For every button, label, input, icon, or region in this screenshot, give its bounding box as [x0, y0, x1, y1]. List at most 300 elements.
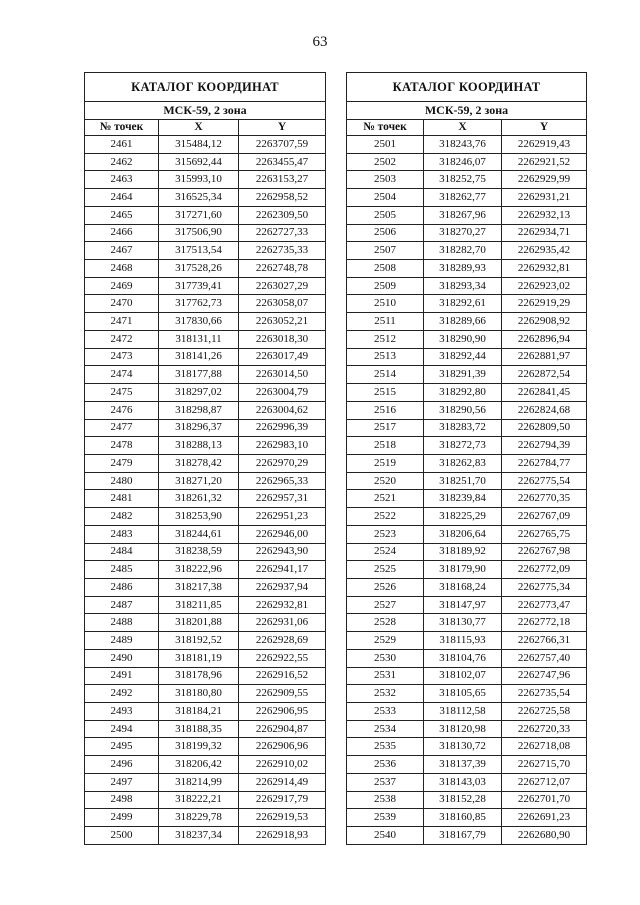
table-row	[347, 313, 587, 331]
table-row	[347, 260, 587, 278]
point-number-cell: 2531	[347, 667, 424, 685]
y-coordinate-cell: 2262775,54	[502, 472, 587, 490]
table-row	[347, 401, 587, 419]
y-coordinate-cell: 2263707,59	[239, 136, 326, 154]
point-number-cell: 2498	[85, 791, 159, 809]
table-row	[85, 224, 326, 242]
y-coordinate-cell: 2262757,40	[502, 649, 587, 667]
x-coordinate-cell: 318243,76	[424, 136, 502, 154]
point-number-cell: 2527	[347, 596, 424, 614]
x-coordinate-cell: 318181,19	[159, 649, 239, 667]
point-number-cell: 2483	[85, 525, 159, 543]
point-number-cell: 2524	[347, 543, 424, 561]
x-coordinate-cell: 318297,02	[159, 384, 239, 402]
x-coordinate-cell: 318105,65	[424, 685, 502, 703]
point-number-cell: 2499	[85, 809, 159, 827]
table-row	[85, 738, 326, 756]
point-number-cell: 2538	[347, 791, 424, 809]
table-row	[85, 809, 326, 827]
table-row	[347, 348, 587, 366]
point-number-cell: 2471	[85, 313, 159, 331]
x-coordinate-cell: 318168,24	[424, 578, 502, 596]
table-row	[85, 277, 326, 295]
y-coordinate-cell: 2262748,78	[239, 260, 326, 278]
y-coordinate-cell: 2262680,90	[502, 827, 587, 845]
point-number-cell: 2536	[347, 756, 424, 774]
x-coordinate-cell: 317762,73	[159, 295, 239, 313]
x-coordinate-cell: 318201,88	[159, 614, 239, 632]
table-row	[85, 508, 326, 526]
x-coordinate-cell: 318147,97	[424, 596, 502, 614]
y-coordinate-cell: 2262765,75	[502, 525, 587, 543]
table-body	[85, 136, 326, 845]
point-number-cell: 2516	[347, 401, 424, 419]
x-coordinate-cell: 318262,77	[424, 189, 502, 207]
table-row	[85, 791, 326, 809]
point-number-cell: 2534	[347, 720, 424, 738]
y-coordinate-cell: 2263153,27	[239, 171, 326, 189]
y-coordinate-cell: 2262896,94	[502, 330, 587, 348]
table-row	[85, 667, 326, 685]
x-coordinate-cell: 318160,85	[424, 809, 502, 827]
column-header-y: Y	[502, 120, 587, 136]
table-row	[347, 827, 587, 845]
y-coordinate-cell: 2262928,69	[239, 632, 326, 650]
x-coordinate-cell: 318271,20	[159, 472, 239, 490]
x-coordinate-cell: 317830,66	[159, 313, 239, 331]
table-row	[85, 348, 326, 366]
table-row	[347, 667, 587, 685]
point-number-cell: 2500	[85, 827, 159, 845]
point-number-cell: 2487	[85, 596, 159, 614]
table-row	[347, 720, 587, 738]
table-row	[85, 649, 326, 667]
y-coordinate-cell: 2262946,00	[239, 525, 326, 543]
y-coordinate-cell: 2262767,98	[502, 543, 587, 561]
y-coordinate-cell: 2262770,35	[502, 490, 587, 508]
y-coordinate-cell: 2262919,43	[502, 136, 587, 154]
point-number-cell: 2467	[85, 242, 159, 260]
x-coordinate-cell: 318180,80	[159, 685, 239, 703]
y-coordinate-cell: 2262932,81	[502, 260, 587, 278]
y-coordinate-cell: 2263014,50	[239, 366, 326, 384]
y-coordinate-cell: 2262712,07	[502, 773, 587, 791]
point-number-cell: 2493	[85, 703, 159, 721]
y-coordinate-cell: 2262809,50	[502, 419, 587, 437]
point-number-cell: 2466	[85, 224, 159, 242]
table-row	[85, 313, 326, 331]
table-row	[347, 738, 587, 756]
y-coordinate-cell: 2263058,07	[239, 295, 326, 313]
point-number-cell: 2520	[347, 472, 424, 490]
table-row	[85, 260, 326, 278]
table-row	[347, 490, 587, 508]
point-number-cell: 2515	[347, 384, 424, 402]
coordinate-catalog-table-left	[84, 72, 326, 845]
y-coordinate-cell: 2262909,55	[239, 685, 326, 703]
table-row	[347, 295, 587, 313]
x-coordinate-cell: 316525,34	[159, 189, 239, 207]
x-coordinate-cell: 317528,26	[159, 260, 239, 278]
y-coordinate-cell: 2262735,54	[502, 685, 587, 703]
y-coordinate-cell: 2263027,29	[239, 277, 326, 295]
y-coordinate-cell: 2262929,99	[502, 171, 587, 189]
y-coordinate-cell: 2262904,87	[239, 720, 326, 738]
x-coordinate-cell: 318289,66	[424, 313, 502, 331]
y-coordinate-cell: 2262906,95	[239, 703, 326, 721]
x-coordinate-cell: 318246,07	[424, 153, 502, 171]
table-row	[85, 242, 326, 260]
table-row	[347, 543, 587, 561]
y-coordinate-cell: 2263004,79	[239, 384, 326, 402]
table-row	[85, 171, 326, 189]
y-coordinate-cell: 2262932,13	[502, 206, 587, 224]
table-row	[85, 720, 326, 738]
point-number-cell: 2491	[85, 667, 159, 685]
x-coordinate-cell: 318291,39	[424, 366, 502, 384]
coordinate-catalog-table-right	[346, 72, 587, 845]
point-number-cell: 2529	[347, 632, 424, 650]
point-number-cell: 2501	[347, 136, 424, 154]
column-header-point-number: № точек	[85, 120, 159, 136]
x-coordinate-cell: 318262,83	[424, 454, 502, 472]
coordinate-system-label: МСК-59, 2 зона	[85, 102, 326, 120]
y-coordinate-cell: 2262906,96	[239, 738, 326, 756]
x-coordinate-cell: 318261,32	[159, 490, 239, 508]
y-coordinate-cell: 2262943,90	[239, 543, 326, 561]
x-coordinate-cell: 318288,13	[159, 437, 239, 455]
table-row	[85, 703, 326, 721]
x-coordinate-cell: 318179,90	[424, 561, 502, 579]
x-coordinate-cell: 318130,72	[424, 738, 502, 756]
point-number-cell: 2504	[347, 189, 424, 207]
point-number-cell: 2521	[347, 490, 424, 508]
y-coordinate-cell: 2262919,29	[502, 295, 587, 313]
point-number-cell: 2518	[347, 437, 424, 455]
y-coordinate-cell: 2262918,93	[239, 827, 326, 845]
y-coordinate-cell: 2262784,77	[502, 454, 587, 472]
x-coordinate-cell: 318143,03	[424, 773, 502, 791]
y-coordinate-cell: 2262917,79	[239, 791, 326, 809]
table-row	[347, 773, 587, 791]
table-row	[85, 614, 326, 632]
point-number-cell: 2481	[85, 490, 159, 508]
table-row	[347, 136, 587, 154]
point-number-cell: 2476	[85, 401, 159, 419]
point-number-cell: 2510	[347, 295, 424, 313]
y-coordinate-cell: 2262937,94	[239, 578, 326, 596]
point-number-cell: 2508	[347, 260, 424, 278]
point-number-cell: 2537	[347, 773, 424, 791]
x-coordinate-cell: 318199,32	[159, 738, 239, 756]
table-row	[85, 419, 326, 437]
y-coordinate-cell: 2262691,23	[502, 809, 587, 827]
catalog-title: КАТАЛОГ КООРДИНАТ	[85, 73, 326, 102]
x-coordinate-cell: 318214,99	[159, 773, 239, 791]
y-coordinate-cell: 2262996,39	[239, 419, 326, 437]
point-number-cell: 2477	[85, 419, 159, 437]
y-coordinate-cell: 2262715,70	[502, 756, 587, 774]
point-number-cell: 2507	[347, 242, 424, 260]
x-coordinate-cell: 318244,61	[159, 525, 239, 543]
table-row	[347, 153, 587, 171]
y-coordinate-cell: 2262773,47	[502, 596, 587, 614]
table-row	[347, 578, 587, 596]
table-row	[85, 189, 326, 207]
y-coordinate-cell: 2263018,30	[239, 330, 326, 348]
y-coordinate-cell: 2262957,31	[239, 490, 326, 508]
column-header-y: Y	[239, 120, 326, 136]
y-coordinate-cell: 2262727,33	[239, 224, 326, 242]
x-coordinate-cell: 318293,34	[424, 277, 502, 295]
table-row	[85, 330, 326, 348]
x-coordinate-cell: 318278,42	[159, 454, 239, 472]
table-row	[347, 171, 587, 189]
table-row	[347, 206, 587, 224]
x-coordinate-cell: 318206,64	[424, 525, 502, 543]
table-row	[347, 525, 587, 543]
x-coordinate-cell: 318188,35	[159, 720, 239, 738]
x-coordinate-cell: 318222,21	[159, 791, 239, 809]
x-coordinate-cell: 315692,44	[159, 153, 239, 171]
table-row	[347, 419, 587, 437]
y-coordinate-cell: 2262908,92	[502, 313, 587, 331]
table-row	[347, 366, 587, 384]
y-coordinate-cell: 2262921,52	[502, 153, 587, 171]
point-number-cell: 2475	[85, 384, 159, 402]
table-row	[85, 153, 326, 171]
x-coordinate-cell: 317506,90	[159, 224, 239, 242]
x-coordinate-cell: 318178,96	[159, 667, 239, 685]
y-coordinate-cell: 2262735,33	[239, 242, 326, 260]
y-coordinate-cell: 2263455,47	[239, 153, 326, 171]
table-row	[85, 632, 326, 650]
point-number-cell: 2513	[347, 348, 424, 366]
table-row	[85, 384, 326, 402]
y-coordinate-cell: 2262958,52	[239, 189, 326, 207]
x-coordinate-cell: 318131,11	[159, 330, 239, 348]
table-row	[85, 366, 326, 384]
x-coordinate-cell: 318298,87	[159, 401, 239, 419]
x-coordinate-cell: 318112,58	[424, 703, 502, 721]
y-coordinate-cell: 2262916,52	[239, 667, 326, 685]
x-coordinate-cell: 318130,77	[424, 614, 502, 632]
point-number-cell: 2489	[85, 632, 159, 650]
point-number-cell: 2495	[85, 738, 159, 756]
x-coordinate-cell: 318253,90	[159, 508, 239, 526]
y-coordinate-cell: 2262951,23	[239, 508, 326, 526]
point-number-cell: 2526	[347, 578, 424, 596]
point-number-cell: 2525	[347, 561, 424, 579]
x-coordinate-cell: 318292,80	[424, 384, 502, 402]
y-coordinate-cell: 2262872,54	[502, 366, 587, 384]
table-row	[85, 472, 326, 490]
table-row	[85, 401, 326, 419]
point-number-cell: 2532	[347, 685, 424, 703]
x-coordinate-cell: 318104,76	[424, 649, 502, 667]
point-number-cell: 2505	[347, 206, 424, 224]
point-number-cell: 2519	[347, 454, 424, 472]
table-row	[85, 685, 326, 703]
table-row	[347, 224, 587, 242]
x-coordinate-cell: 318282,70	[424, 242, 502, 260]
x-coordinate-cell: 318115,93	[424, 632, 502, 650]
x-coordinate-cell: 318152,28	[424, 791, 502, 809]
point-number-cell: 2468	[85, 260, 159, 278]
y-coordinate-cell: 2263052,21	[239, 313, 326, 331]
point-number-cell: 2479	[85, 454, 159, 472]
x-coordinate-cell: 318283,72	[424, 419, 502, 437]
x-coordinate-cell: 318289,93	[424, 260, 502, 278]
point-number-cell: 2472	[85, 330, 159, 348]
x-coordinate-cell: 318137,39	[424, 756, 502, 774]
y-coordinate-cell: 2262824,68	[502, 401, 587, 419]
point-number-cell: 2464	[85, 189, 159, 207]
y-coordinate-cell: 2262775,34	[502, 578, 587, 596]
table-row	[85, 561, 326, 579]
point-number-cell: 2461	[85, 136, 159, 154]
y-coordinate-cell: 2262881,97	[502, 348, 587, 366]
y-coordinate-cell: 2262725,58	[502, 703, 587, 721]
x-coordinate-cell: 318189,92	[424, 543, 502, 561]
x-coordinate-cell: 318251,70	[424, 472, 502, 490]
table-row	[347, 632, 587, 650]
point-number-cell: 2528	[347, 614, 424, 632]
x-coordinate-cell: 315993,10	[159, 171, 239, 189]
point-number-cell: 2465	[85, 206, 159, 224]
point-number-cell: 2474	[85, 366, 159, 384]
table-row	[85, 773, 326, 791]
x-coordinate-cell: 318290,56	[424, 401, 502, 419]
point-number-cell: 2503	[347, 171, 424, 189]
x-coordinate-cell: 318267,96	[424, 206, 502, 224]
point-number-cell: 2522	[347, 508, 424, 526]
point-number-cell: 2485	[85, 561, 159, 579]
table-row	[347, 561, 587, 579]
point-number-cell: 2492	[85, 685, 159, 703]
table-row	[347, 330, 587, 348]
table-row	[85, 543, 326, 561]
point-number-cell: 2473	[85, 348, 159, 366]
x-coordinate-cell: 318229,78	[159, 809, 239, 827]
table-row	[85, 437, 326, 455]
x-coordinate-cell: 318120,98	[424, 720, 502, 738]
x-coordinate-cell: 318217,38	[159, 578, 239, 596]
point-number-cell: 2480	[85, 472, 159, 490]
y-coordinate-cell: 2262841,45	[502, 384, 587, 402]
x-coordinate-cell: 318239,84	[424, 490, 502, 508]
x-coordinate-cell: 318184,21	[159, 703, 239, 721]
x-coordinate-cell: 318296,37	[159, 419, 239, 437]
point-number-cell: 2470	[85, 295, 159, 313]
column-header-x: X	[424, 120, 502, 136]
y-coordinate-cell: 2262923,02	[502, 277, 587, 295]
point-number-cell: 2509	[347, 277, 424, 295]
point-number-cell: 2523	[347, 525, 424, 543]
x-coordinate-cell: 318167,79	[424, 827, 502, 845]
point-number-cell: 2484	[85, 543, 159, 561]
point-number-cell: 2502	[347, 153, 424, 171]
point-number-cell: 2462	[85, 153, 159, 171]
x-coordinate-cell: 318206,42	[159, 756, 239, 774]
table-row	[85, 136, 326, 154]
x-coordinate-cell: 317271,60	[159, 206, 239, 224]
table-row	[347, 809, 587, 827]
y-coordinate-cell: 2262914,49	[239, 773, 326, 791]
x-coordinate-cell: 318272,73	[424, 437, 502, 455]
table-row	[347, 703, 587, 721]
table-row	[347, 472, 587, 490]
x-coordinate-cell: 318290,90	[424, 330, 502, 348]
point-number-cell: 2533	[347, 703, 424, 721]
table-row	[347, 454, 587, 472]
point-number-cell: 2494	[85, 720, 159, 738]
x-coordinate-cell: 318238,59	[159, 543, 239, 561]
table-row	[85, 525, 326, 543]
y-coordinate-cell: 2263004,62	[239, 401, 326, 419]
table-row	[347, 614, 587, 632]
x-coordinate-cell: 315484,12	[159, 136, 239, 154]
table-row	[347, 437, 587, 455]
y-coordinate-cell: 2263017,49	[239, 348, 326, 366]
point-number-cell: 2506	[347, 224, 424, 242]
table-row	[85, 206, 326, 224]
y-coordinate-cell: 2262718,08	[502, 738, 587, 756]
y-coordinate-cell: 2262970,29	[239, 454, 326, 472]
table-row	[85, 596, 326, 614]
point-number-cell: 2539	[347, 809, 424, 827]
table-body	[347, 136, 587, 845]
y-coordinate-cell: 2262934,71	[502, 224, 587, 242]
y-coordinate-cell: 2262772,18	[502, 614, 587, 632]
point-number-cell: 2488	[85, 614, 159, 632]
coordinate-system-label: МСК-59, 2 зона	[347, 102, 587, 120]
point-number-cell: 2535	[347, 738, 424, 756]
x-coordinate-cell: 318292,44	[424, 348, 502, 366]
y-coordinate-cell: 2262720,33	[502, 720, 587, 738]
table-row	[85, 827, 326, 845]
y-coordinate-cell: 2262922,55	[239, 649, 326, 667]
x-coordinate-cell: 317513,54	[159, 242, 239, 260]
point-number-cell: 2478	[85, 437, 159, 455]
point-number-cell: 2490	[85, 649, 159, 667]
point-number-cell: 2496	[85, 756, 159, 774]
column-header-point-number: № точек	[347, 120, 424, 136]
y-coordinate-cell: 2262772,09	[502, 561, 587, 579]
point-number-cell: 2530	[347, 649, 424, 667]
catalog-title: КАТАЛОГ КООРДИНАТ	[347, 73, 587, 102]
point-number-cell: 2514	[347, 366, 424, 384]
page-number: 63	[312, 34, 328, 50]
point-number-cell: 2463	[85, 171, 159, 189]
point-number-cell: 2511	[347, 313, 424, 331]
table-row	[347, 242, 587, 260]
y-coordinate-cell: 2262931,21	[502, 189, 587, 207]
table-row	[347, 277, 587, 295]
table-row	[347, 649, 587, 667]
point-number-cell: 2497	[85, 773, 159, 791]
point-number-cell: 2512	[347, 330, 424, 348]
x-coordinate-cell: 318177,88	[159, 366, 239, 384]
x-coordinate-cell: 318225,29	[424, 508, 502, 526]
y-coordinate-cell: 2262910,02	[239, 756, 326, 774]
x-coordinate-cell: 318237,34	[159, 827, 239, 845]
point-number-cell: 2540	[347, 827, 424, 845]
table-row	[347, 189, 587, 207]
point-number-cell: 2469	[85, 277, 159, 295]
y-coordinate-cell: 2262794,39	[502, 437, 587, 455]
x-coordinate-cell: 318292,61	[424, 295, 502, 313]
